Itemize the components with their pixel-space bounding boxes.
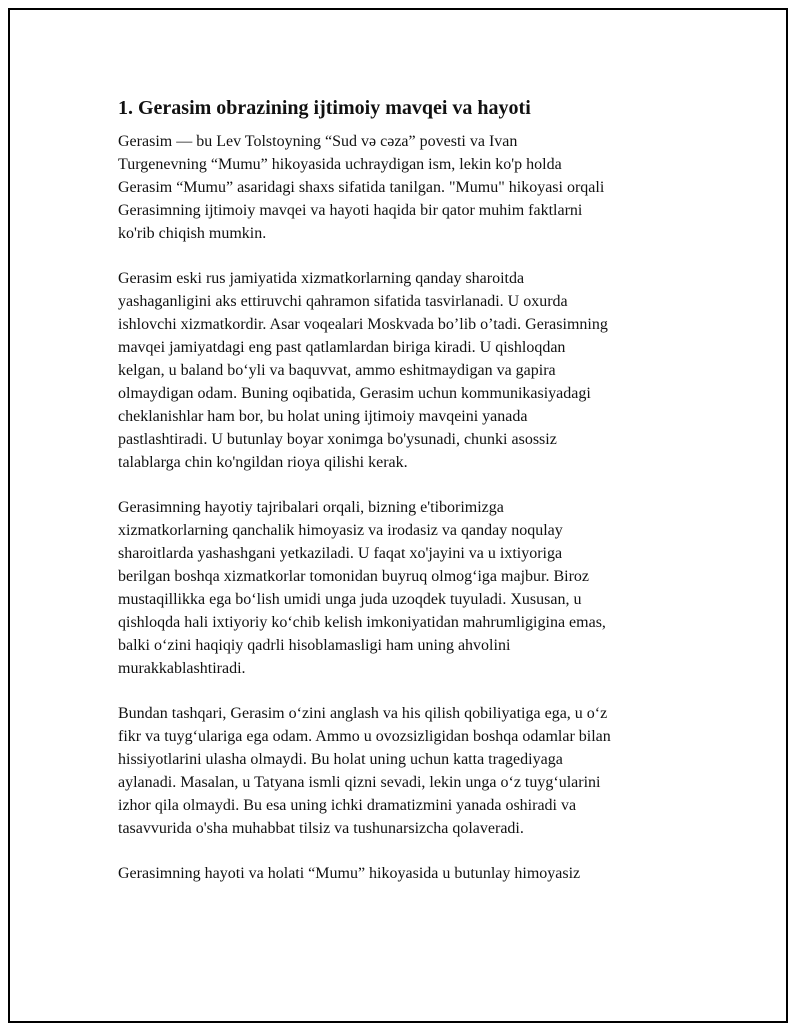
- paragraph: [118, 130, 688, 245]
- page-frame: [8, 8, 788, 1023]
- text-line: kelgan, u baland bo‘yli va baquvvat, ammo eshitmaydigan va gapira: [118, 362, 556, 379]
- text-line: Gerasim eski rus jamiyatida xizmatkorlarning qanday sharoitda: [118, 270, 525, 287]
- text-line: tasavvurida o'sha muhabbat tilsiz va tushunarsizcha qolaveradi.: [118, 820, 524, 837]
- text-line: ishlovchi xizmatkordir. Asar voqealari Moskvada bo’lib o’tadi. Gerasimning: [118, 316, 608, 333]
- text-line: fikr va tuyg‘ulariga ega odam. Ammo u ovozsizligidan boshqa odamlar bilan: [118, 728, 611, 745]
- text-line: yashaganligini aks ettiruvchi qahramon sifatida tasvirlanadi. U oxurda: [118, 293, 568, 310]
- text-line: Gerasim “Mumu” asaridagi shaxs sifatida tanilgan. "Mumu" hikoyasi orqali: [118, 179, 605, 196]
- text-line: sharoitlarda yashashgani yetkaziladi. U faqat xo'jayini va u ixtiyoriga: [118, 545, 563, 562]
- text-line: talablarga chin ko'ngildan rioya qilishi kerak.: [118, 454, 408, 471]
- text-line: balki o‘zini haqiqiy qadrli hisoblamasligi ham uning ahvolini: [118, 637, 511, 654]
- text-line: izhor qila olmaydi. Bu esa uning ichki dramatizmini yanada oshiradi va: [118, 797, 577, 814]
- text-line: Bundan tashqari, Gerasim o‘zini anglash va his qilish qobiliyatiga ega, u o‘z: [118, 705, 608, 722]
- paragraph-container: [118, 130, 688, 885]
- text-line: murakkablashtiradi.: [118, 660, 246, 677]
- text-line: Turgenevning “Mumu” hikoyasida uchraydigan ism, lekin ko'p holda: [118, 156, 562, 173]
- text-line: mustaqillikka ega bo‘lish umidi unga juda uzoqdek tuyuladi. Xususan, u: [118, 591, 582, 608]
- text-line: Gerasimning hayotiy tajribalari orqali, bizning e'tiborimizga: [118, 499, 504, 516]
- text-line: berilgan boshqa xizmatkorlar tomonidan buyruq olmog‘iga majbur. Biroz: [118, 568, 590, 585]
- paragraph: [118, 496, 688, 680]
- text-line: hissiyotlarini ulasha olmaydi. Bu holat uning uchun katta tragediyaga: [118, 751, 563, 768]
- paragraph: [118, 862, 688, 885]
- document-body: [118, 96, 688, 907]
- text-line: olmaydigan odam. Buning oqibatida, Gerasim uchun kommunikasiyadagi: [118, 385, 591, 402]
- text-line: cheklanishlar ham bor, bu holat uning ijtimoiy mavqeini yanada: [118, 408, 528, 425]
- text-line: Gerasim — bu Lev Tolstoyning “Sud və cəza” povesti va Ivan: [118, 133, 518, 150]
- text-line: qishloqda hali ixtiyoriy ko‘chib kelish imkoniyatidan mahrumligigina emas,: [118, 614, 606, 631]
- paragraph: [118, 267, 688, 474]
- text-line: pastlashtiradi. U butunlay boyar xonimga bo'ysunadi, chunki asossiz: [118, 431, 557, 448]
- text-line: mavqei jamiyatdagi eng past qatlamlardan biriga kiradi. U qishloqdan: [118, 339, 566, 356]
- section-heading: 1. Gerasim obrazining ijtimoiy mavqei va hayoti: [118, 97, 531, 119]
- text-line: xizmatkorlarning qanchalik himoyasiz va irodasiz va qanday noqulay: [118, 522, 563, 539]
- paragraph: [118, 702, 688, 840]
- text-line: Gerasimning hayoti va holati “Mumu” hikoyasida u butunlay himoyasiz: [118, 865, 581, 882]
- text-line: aylanadi. Masalan, u Tatyana ismli qizni sevadi, lekin unga o‘z tuyg‘ularini: [118, 774, 601, 791]
- text-line: Gerasimning ijtimoiy mavqei va hayoti haqida bir qator muhim faktlarni: [118, 202, 583, 219]
- text-line: ko'rib chiqish mumkin.: [118, 225, 267, 242]
